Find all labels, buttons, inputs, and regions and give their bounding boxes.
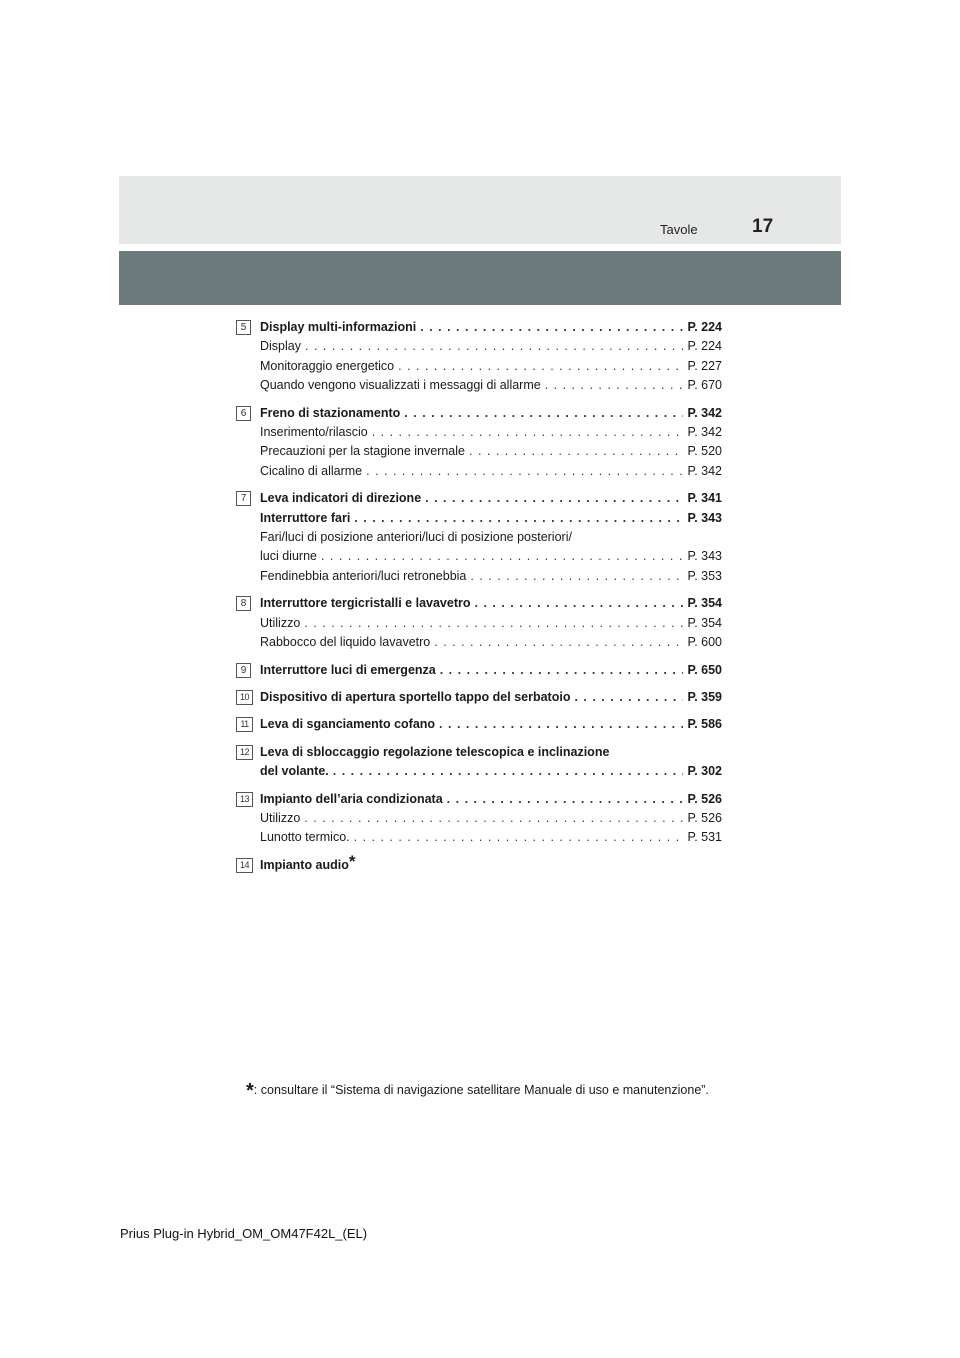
toc-entry-title: luci diurne	[260, 549, 317, 564]
toc-entry-title: Interruttore fari	[260, 510, 351, 525]
toc-entry-title: Inserimento/rilascio	[260, 425, 368, 440]
toc-section	[236, 661, 736, 680]
toc-section	[236, 318, 736, 396]
page-reference: P. 224	[687, 339, 722, 354]
dot-leader	[470, 567, 683, 586]
dot-leader	[475, 594, 684, 613]
callout-number: 12	[236, 745, 253, 760]
dot-leader	[333, 762, 684, 781]
toc-entry-title: Display	[260, 339, 301, 354]
toc-entry-title: Lunotto termico.	[260, 830, 350, 845]
toc-entry[interactable]	[260, 828, 722, 847]
toc-entry-title: Leva di sganciamento cofano	[260, 717, 436, 732]
page-reference: P. 650	[687, 662, 722, 677]
toc-entry[interactable]	[260, 423, 722, 442]
toc-entry[interactable]	[260, 809, 722, 828]
footnote-asterisk: *	[246, 1080, 254, 1102]
toc-entry[interactable]	[260, 528, 722, 547]
toc-entry-title: Impianto dell’aria condizionata	[260, 791, 443, 806]
dot-leader	[354, 509, 683, 528]
toc-entry[interactable]	[260, 442, 722, 461]
toc-entry-title: Fendinebbia anteriori/luci retronebbia	[260, 568, 467, 583]
page-reference: P. 342	[687, 405, 722, 420]
dot-leader	[447, 790, 684, 809]
toc-entry-title: Precauzioni per la stagione invernale	[260, 444, 465, 459]
toc-section	[236, 715, 736, 734]
toc-entry[interactable]	[260, 509, 722, 528]
page-reference: P. 224	[687, 320, 722, 334]
callout-number: 14	[236, 858, 253, 873]
toc-entry[interactable]	[260, 715, 722, 734]
dot-leader	[425, 489, 683, 508]
dot-leader	[304, 809, 683, 828]
callout-number: 11	[236, 717, 253, 732]
toc-entry-title: Leva indicatori di direzione	[260, 491, 422, 506]
toc-entry-title: Monitoraggio energetico	[260, 358, 395, 373]
toc-entry-title: Rabbocco del liquido lavavetro	[260, 635, 431, 650]
page-reference: P. 586	[687, 717, 722, 732]
toc-entry[interactable]	[260, 462, 722, 481]
page-reference: P. 302	[687, 764, 722, 779]
toc-section	[236, 404, 736, 482]
toc-entry[interactable]	[260, 547, 722, 566]
toc-entry[interactable]	[260, 489, 722, 508]
dot-leader	[434, 633, 683, 652]
callout-number: 8	[236, 596, 251, 611]
page-reference: P. 526	[687, 791, 722, 806]
toc-entry-title: Freno di stazionamento	[260, 405, 401, 420]
page-reference: P. 343	[687, 510, 722, 525]
callout-number: 9	[236, 663, 251, 678]
page-reference: P. 342	[687, 425, 722, 440]
toc-section	[236, 743, 736, 782]
callout-number: 5	[236, 320, 251, 335]
toc-entry-title: del volante.	[260, 764, 329, 779]
page-reference: P. 353	[687, 568, 722, 583]
toc-entry[interactable]	[260, 318, 722, 337]
callout-number: 13	[236, 792, 253, 807]
toc-entry[interactable]	[260, 851, 722, 875]
toc-entry-title: Quando vengono visualizzati i messaggi di allarme	[260, 378, 541, 393]
toc-entry[interactable]	[260, 790, 722, 809]
callout-number: 6	[236, 406, 251, 421]
toc-entry-title: Utilizzo	[260, 615, 301, 630]
page-reference: P. 670	[687, 378, 722, 393]
document-footer: Prius Plug-in Hybrid_OM_OM47F42L_(EL)	[120, 1226, 368, 1241]
page-number: 17	[752, 216, 774, 237]
toc-section	[236, 851, 736, 875]
section-title: Tavole	[660, 222, 698, 237]
dot-leader	[440, 661, 684, 680]
toc-entry[interactable]	[260, 633, 722, 652]
dot-leader	[321, 547, 683, 566]
dot-leader	[404, 404, 683, 423]
page-reference: P. 354	[687, 596, 722, 611]
toc-entry[interactable]	[260, 357, 722, 376]
dot-leader	[439, 715, 683, 734]
page-reference: P. 341	[687, 491, 722, 506]
toc-entry-title: Leva di sbloccaggio regolazione telescopica e inclinazione	[260, 744, 610, 759]
toc-entry-title: Interruttore tergicristalli e lavavetro	[260, 596, 471, 611]
dot-leader	[545, 376, 684, 395]
toc-entry[interactable]	[260, 376, 722, 395]
page-reference: P. 359	[687, 689, 722, 704]
toc-entry[interactable]	[260, 762, 722, 781]
header-dark-band	[119, 251, 841, 305]
header-band	[119, 176, 841, 244]
page-reference: P. 526	[687, 810, 722, 825]
page-reference: P. 520	[687, 444, 722, 459]
toc-section	[236, 688, 736, 707]
toc-entry-title: Utilizzo	[260, 810, 301, 825]
toc-entry[interactable]	[260, 661, 722, 680]
table-of-contents	[236, 318, 736, 883]
toc-entry[interactable]	[260, 688, 722, 707]
page-reference: P. 354	[687, 615, 722, 630]
page-reference: P. 343	[687, 549, 722, 564]
asterisk-mark: *	[348, 851, 356, 871]
page-reference: P. 342	[687, 463, 722, 478]
toc-section	[236, 790, 736, 848]
page-reference: P. 600	[687, 635, 722, 650]
toc-section	[236, 489, 736, 586]
toc-entry[interactable]	[260, 337, 722, 356]
footnote-text: : consultare il “Sistema di navigazione satellitare Manuale di uso e manutenzione”.	[253, 1083, 709, 1097]
dot-leader	[304, 614, 683, 633]
dot-leader	[420, 318, 683, 337]
toc-entry-title: Dispositivo di apertura sportello tappo del serbatoio	[260, 689, 571, 704]
toc-entry[interactable]	[260, 743, 722, 762]
toc-entry-title: Interruttore luci di emergenza	[260, 662, 436, 677]
toc-entry[interactable]	[260, 614, 722, 633]
dot-leader	[574, 688, 683, 707]
dot-leader	[469, 442, 683, 461]
dot-leader	[398, 357, 683, 376]
callout-number: 7	[236, 491, 251, 506]
toc-entry-title: Cicalino di allarme	[260, 463, 363, 478]
toc-entry-title: Fari/luci di posizione anteriori/luci di posizione posteriori/	[260, 530, 572, 545]
dot-leader	[354, 828, 684, 847]
toc-entry[interactable]	[260, 567, 722, 586]
toc-entry[interactable]	[260, 594, 722, 613]
page-reference: P. 531	[687, 830, 722, 845]
callout-number: 10	[236, 690, 253, 705]
dot-leader	[305, 337, 683, 356]
footnote	[246, 1080, 709, 1103]
dot-leader	[366, 462, 683, 481]
toc-entry-title: Display multi-informazioni	[260, 320, 417, 334]
dot-leader	[372, 423, 684, 442]
toc-entry-title: Impianto audio	[260, 857, 349, 872]
toc-section	[236, 594, 736, 652]
toc-entry[interactable]	[260, 404, 722, 423]
page-reference: P. 227	[687, 358, 722, 373]
